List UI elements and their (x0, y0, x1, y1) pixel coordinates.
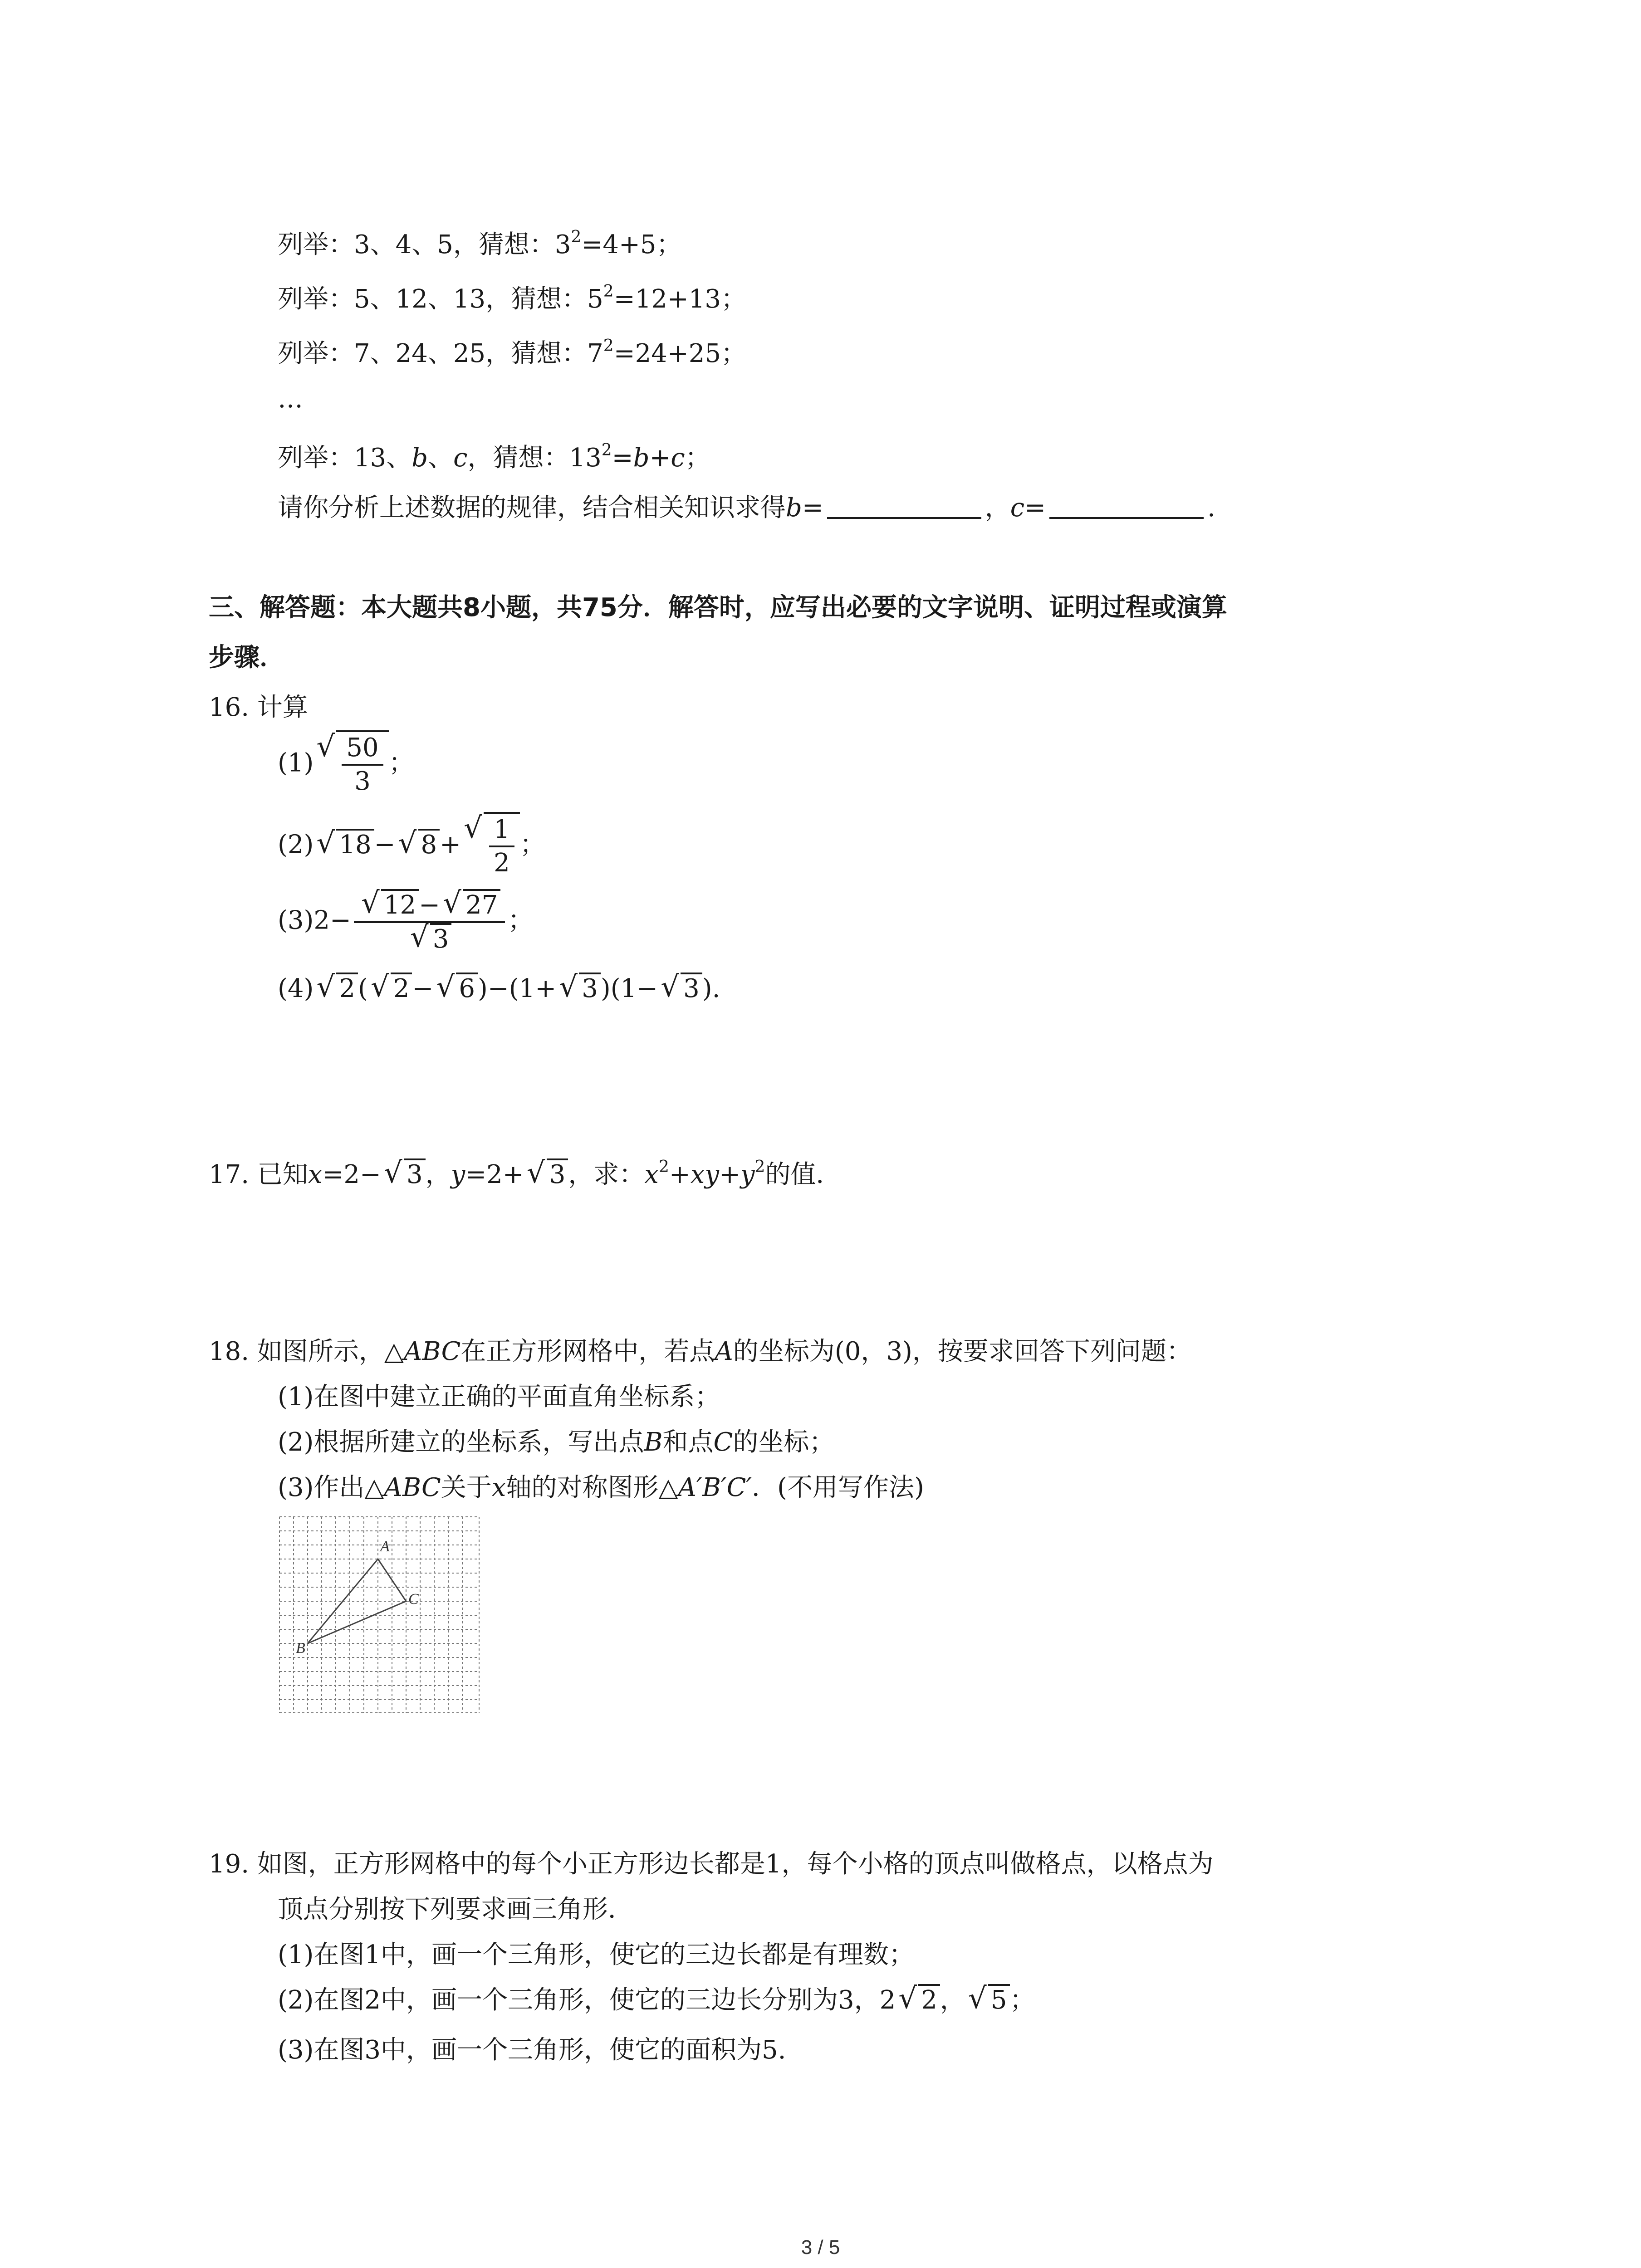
q16-part-3: (3)2− √ 12 −√ 27 √ 3 ； (278, 889, 533, 955)
q18-line-4: (3)作出△ABC关于x轴的对称图形△A′B′C′．(不用写作法) (278, 1473, 924, 1502)
q16-part-4: (4)√ 2 (√ 2 −√ 6 )−(1+√ 3 )(1−√ 3 ). (278, 971, 720, 1007)
q15-line-5: 请你分析上述数据的规律，结合相关知识求得b= ，c= . (278, 490, 1215, 526)
section-3-title-cont: 步骤． (209, 643, 285, 672)
q15-ellipsis: … (278, 384, 303, 414)
q16-heading: 16. 计算 (209, 693, 308, 722)
q19-line-1: 19. 如图，正方形网格中的每个小正方形边长都是1，每个小格的顶点叫做格点，以格点为 (209, 1849, 1214, 1879)
answer-blank-b[interactable] (827, 492, 981, 519)
q15-line-3: 列举：7、24、25，猜想：$7^2=24+25$； (278, 337, 747, 368)
label-c: C (408, 1591, 419, 1608)
q19-line-3: (1)在图1中，画一个三角形，使它的三边长都是有理数； (278, 1940, 914, 1970)
q19-line-4: (2)在图2中，画一个三角形，使它的三边长分别为3，2√ 2 ，√ 5 ； (278, 1982, 1035, 2019)
q18-line-2: (1)在图中建立正确的平面直角坐标系； (278, 1382, 720, 1412)
q15-line-1: 列举：3、4、5，猜想：$3^2=4+5$； (278, 228, 682, 259)
q18-line-3: (2)根据所建立的坐标系，写出点B和点C的坐标； (278, 1427, 835, 1457)
q17: 17. 已知x=2−√ 3 ，y=2+√ 3 ，求：$x^2+xy+y^2$的值． (209, 1157, 841, 1193)
q16-part-1: (1) √ $\frac{50}{3}$ ； (278, 730, 414, 797)
q19-line-5: (3)在图3中，画一个三角形，使它的面积为5. (278, 2035, 786, 2065)
q18-line-1: 18. 如图所示，△ABC在正方形网格中，若点A的坐标为(0，3)，按要求回答下列问题： (209, 1337, 1192, 1366)
q15-line-4: 列举：13、b、c，猜想：$13^2=b+c$； (278, 441, 710, 473)
answer-blank-c[interactable] (1049, 492, 1204, 519)
q18-grid-figure (278, 1515, 481, 1715)
q15-line-2: 列举：5、12、13，猜想：$5^2=12+13$； (278, 282, 747, 314)
section-3-title: 三、解答题：本大题共8小题，共75分．解答时，应写出必要的文字说明、证明过程或演算 (209, 593, 1227, 622)
q16-part-2: (2)√ 18 −√ 8 + √ $\frac{1}{2}$ ； (278, 812, 545, 879)
q19-line-2: 顶点分别按下列要求画三角形． (278, 1895, 633, 1924)
label-a: A (380, 1538, 390, 1555)
label-b: B (296, 1640, 305, 1657)
page-number: 3 / 5 (801, 2236, 840, 2258)
grid-lines (279, 1517, 479, 1713)
